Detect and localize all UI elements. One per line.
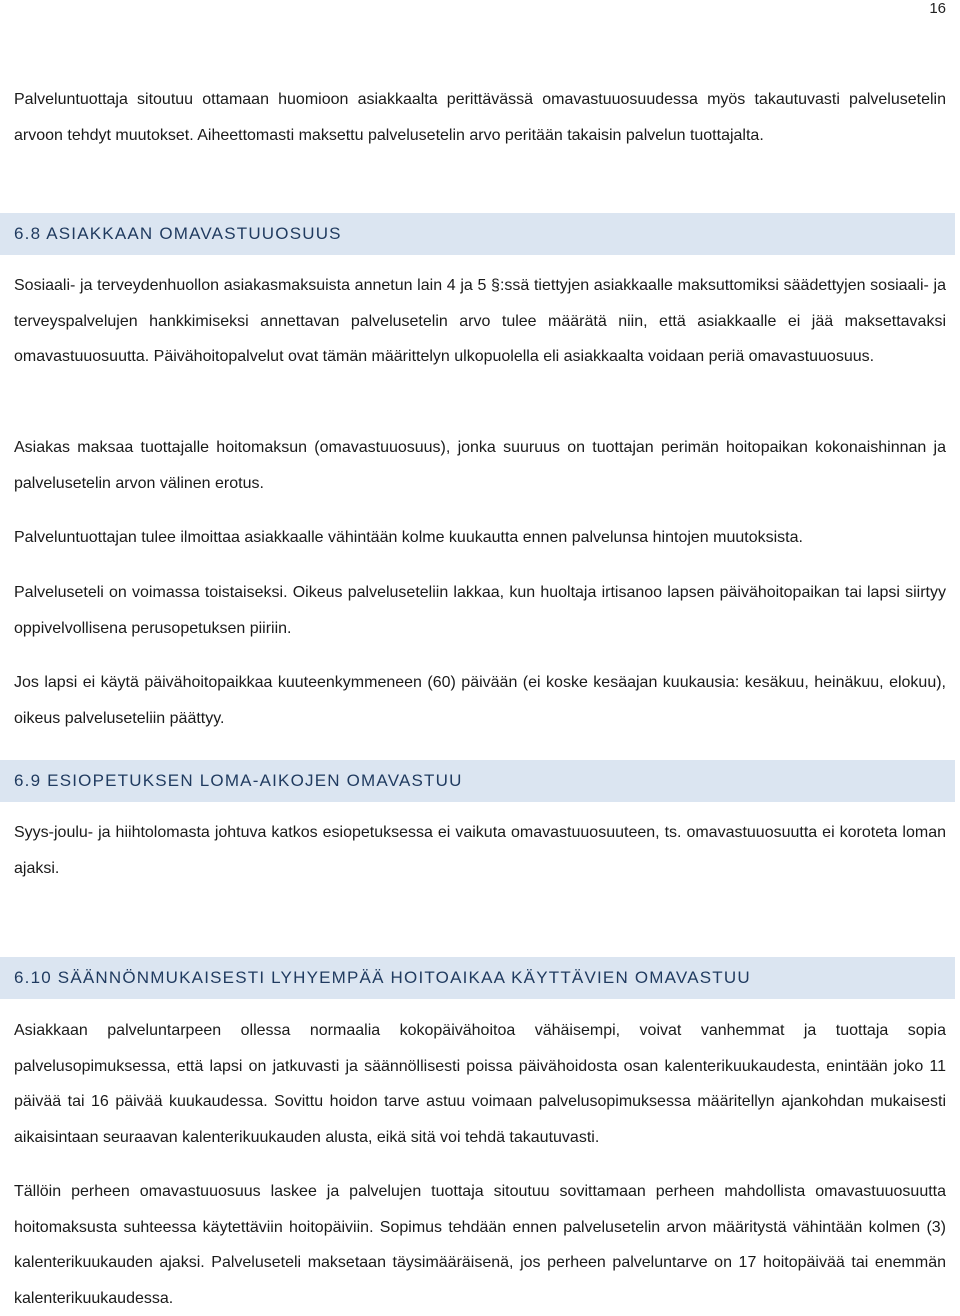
paragraph-6-8-3: Palveluntuottajan tulee ilmoittaa asiakkaalle vähintään kolme kuukautta ennen palvelunsa hintojen muutoksista.	[14, 529, 803, 546]
section-heading-6-9: 6.9 ESIOPETUKSEN LOMA-AIKOJEN OMAVASTUU	[0, 760, 955, 802]
paragraph-6-10-2: Tällöin perheen omavastuuosuus laskee ja palvelujen tuottaja sitoutuu sovittamaan perheen mahdollista omavastuuosuutta hoitomaksusta suhteessa käytettäviin hoitopäiviin. Sopimus tehdään ennen palvelusetelin arvon määritystä vähintään kolmen (3) kalenterikuukauden ajaksi. Palveluseteli maksetaan täysimääräisenä, jos perheen palveluntarve on 17 hoitopäivää tai enemmän kalenterikuukaudessa.	[14, 1183, 946, 1307]
paragraph-6-8-1: Sosiaali- ja terveydenhuollon asiakasmaksuista annetun lain 4 ja 5 §:ssä tiettyjen asiakkaalle maksuttomiksi säädettyjen sosiaali- ja terveyspalvelujen hankkimiseksi annettavan palvelusetelin arvo tulee määrätä niin, että asiakkaalle ei jää maksettavaksi omavastuuosuutta. Päivähoitopalvelut ovat tämän määrittelyn ulkopuolella eli asiakkaalta voidaan periä omavastuuosuus.	[14, 277, 946, 365]
paragraph-6-9-1: Syys-joulu- ja hiihtolomasta johtuva katkos esiopetuksessa ei vaikuta omavastuuosuuteen, ts. omavastuuosuutta ei koroteta loman ajaksi.	[14, 824, 946, 877]
paragraph-6-8-5: Jos lapsi ei käytä päivähoitopaikkaa kuuteenkymmeneen (60) päivään (ei koske kesäajan kuukausia: kesäkuu, heinäkuu, elokuu), oikeus palveluseteliin päättyy.	[14, 674, 946, 727]
intro-paragraph: Palveluntuottaja sitoutuu ottamaan huomioon asiakkaalta perittävässä omavastuuosuudessa myös takautuvasti palvelusetelin arvoon tehdyt muutokset. Aiheettomasti maksettu palvelusetelin arvo peritään takaisin palvelun tuottajalta.	[14, 91, 946, 144]
paragraph-6-8-4: Palveluseteli on voimassa toistaiseksi. Oikeus palveluseteliin lakkaa, kun huoltaja irtisanoo lapsen päivähoitopaikan tai lapsi siirtyy oppivelvollisena perusopetuksen piiriin.	[14, 584, 946, 637]
paragraph-6-10-1: Asiakkaan palveluntarpeen ollessa normaalia kokopäivähoitoa vähäisempi, voivat vanhemmat ja tuottaja sopia palvelusopimuksessa, että lapsi on jatkuvasti ja säännöllisesti poissa päivähoidosta osan kalenterikuukaudesta, enintään joko 11 päivää tai 16 päivää kuukaudessa. Sovittu hoidon tarve astuu voimaan palvelusopimuksessa määritellyn ajankohdan mukaisesti aikaisintaan seuraavan kalenterikuukauden alusta, eikä sitä voi tehdä takautuvasti.	[14, 1022, 946, 1146]
section-heading-6-10: 6.10 SÄÄNNÖNMUKAISESTI LYHYEMPÄÄ HOITOAIKAA KÄYTTÄVIEN OMAVASTUU	[0, 957, 955, 999]
paragraph-6-8-2: Asiakas maksaa tuottajalle hoitomaksun (omavastuuosuus), jonka suuruus on tuottajan perimän hoitopaikan kokonaishinnan ja palvelusetelin arvon välinen erotus.	[14, 439, 946, 492]
page-number: 16	[929, 0, 946, 17]
section-heading-6-8: 6.8 ASIAKKAAN OMAVASTUUOSUUS	[0, 213, 955, 255]
